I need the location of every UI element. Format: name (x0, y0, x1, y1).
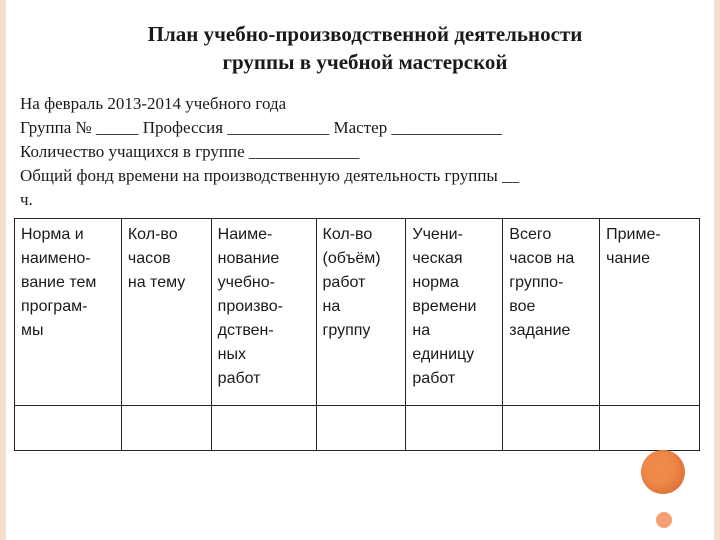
decorative-circle-large (641, 450, 685, 494)
header-text-line: Норма и (21, 226, 84, 243)
header-text-line: работ (322, 274, 366, 291)
header-text-line: работ (412, 370, 456, 387)
title-line-1: План учебно-производственной деятельности (147, 22, 583, 46)
page-title (30, 20, 700, 76)
title-line-2: группы в учебной мастерской (222, 50, 508, 74)
header-text-line: вое (509, 298, 536, 315)
header-text-line: Наиме- (217, 226, 273, 243)
header-text-line: нование (217, 250, 280, 267)
header-text-line: Кол-во (322, 226, 373, 243)
header-text-line: работ (217, 370, 261, 387)
header-text-line: наимено- (21, 250, 91, 267)
table-cell[interactable] (406, 406, 503, 451)
header-text-line: задание (509, 322, 571, 339)
table-cell[interactable] (316, 406, 406, 451)
info-hours-unit: ч. (20, 190, 33, 209)
header-text-line: на тему (127, 274, 186, 291)
info-month-year: На февраль 2013-2014 учебного года (20, 94, 287, 113)
table-cell[interactable] (211, 406, 316, 451)
header-text-line: часов на (509, 250, 575, 267)
table-cell[interactable] (121, 406, 211, 451)
header-text-line: на (412, 322, 431, 339)
table-header-row (15, 219, 700, 406)
info-group-profession-master: Группа № _____ Профессия ____________ Мастер _____________ (20, 118, 502, 137)
header-cell-total-hours (503, 219, 600, 406)
header-text-line: програм- (21, 298, 88, 315)
decorative-circle-small (656, 512, 672, 528)
header-text-line: норма (412, 274, 459, 291)
table-cell[interactable] (503, 406, 600, 451)
header-text-line: учебно- (217, 274, 275, 291)
header-text-line: группу (322, 322, 371, 339)
table-cell[interactable] (15, 406, 122, 451)
header-text-line: ных (217, 346, 247, 363)
header-text-line: времени (412, 298, 477, 315)
header-text-line: Кол-во (127, 226, 178, 243)
header-text-line: часов (127, 250, 171, 267)
header-text-line: на (322, 298, 341, 315)
plan-table (14, 218, 700, 451)
header-text-line: единицу (412, 346, 475, 363)
info-block (20, 92, 700, 212)
header-text-line: Приме- (606, 226, 661, 243)
header-text-line: вание тем (21, 274, 97, 291)
header-cell-work-names (211, 219, 316, 406)
header-text-line: дствен- (217, 322, 274, 339)
header-text-line: (объём) (322, 250, 381, 267)
header-cell-notes (600, 219, 700, 406)
header-text-line: группо- (509, 274, 564, 291)
info-student-count: Количество учащихся в группе _____________ (20, 142, 360, 161)
header-cell-work-volume (316, 219, 406, 406)
table-row (15, 406, 700, 451)
header-text-line: ческая (412, 250, 463, 267)
header-text-line: Всего (509, 226, 552, 243)
header-cell-time-norm (406, 219, 503, 406)
header-cell-topics (15, 219, 122, 406)
info-time-fund: Общий фонд времени на производственную деятельность группы __ (20, 166, 520, 185)
header-text-line: мы (21, 322, 44, 339)
header-text-line: чание (606, 250, 651, 267)
header-cell-hours-per-topic (121, 219, 211, 406)
header-text-line: Учени- (412, 226, 463, 243)
table-cell[interactable] (600, 406, 700, 451)
header-text-line: произво- (217, 298, 283, 315)
